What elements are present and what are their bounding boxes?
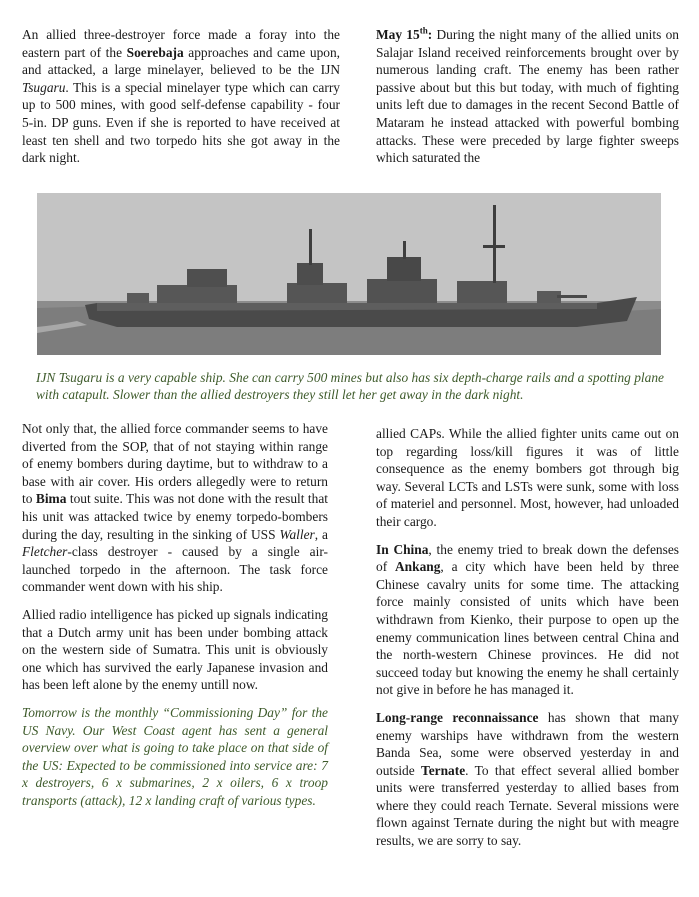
bottom-right-column	[376, 425, 679, 860]
place-ternate: Ternate	[421, 762, 466, 778]
minelayer-paragraph: An allied three-destroyer force made a foray into the eastern part of the Soerebaja approaches and came upon, and attacked, a large minelayer, believed to be the IJN Tsugaru. This is a special minelayer type which can carry up to 500 mines, with good self-defense capability - four 5-in. DP guns. Even if she is reported to have received at least ten shell and two torpedo hits she got away in the dark night.	[22, 27, 340, 166]
bottom-left-column	[22, 420, 328, 819]
china-paragraph: In China, the enemy tried to break down the defenses of Ankang, a city which have been held by three Chinese cavalry units for some time. The attacking force mainly consisted of units which have been withdrawn from Kienko, their purpose to open up the enemy communication lines between central China and the north-western Chinese provinces. He did not succeed today but knowing the enemy he shall certainly not give in before he has managed it.	[376, 541, 679, 698]
reconnaissance-paragraph: Long-range reconnaissance has shown that many enemy warships have withdrawn from the western Banda Sea, some were observed yesterday in and outside Ternate. To that effect several allied bomber units were transferred yesterday to allied bases from where they could reach Ternate. Several missions were flown against Ternate during the night but with meagre results, we are sorry to say.	[376, 709, 679, 849]
radio-intelligence-paragraph: Allied radio intelligence has picked up signals indicating that a Dutch army unit has been under bombing attack on the western side of Sumatra. This unit is obviously one which has survived the early Japanese invasion and has been left alone by the enemy untill now.	[22, 606, 328, 693]
place-soerebaja: Soerebaja	[126, 44, 184, 60]
top-right-column	[376, 26, 679, 177]
caps-paragraph: allied CAPs. While the allied fighter units came out on top regarding loss/kill figures it was of little consequence as the enemy bombers got through big way. Several LCTs and LSTs were sunk, some with loss of materiel and personnel. Most, however, had unloaded their cargo.	[376, 426, 679, 529]
minelayer-ship-image	[37, 193, 661, 355]
heading-in-china: In China	[376, 541, 429, 557]
ship-photo	[37, 193, 661, 355]
photo-caption: IJN Tsugaru is a very capable ship. She can carry 500 mines but also has six depth-charge rails and a spotting plane with catapult. Slower than the allied destroyers they still let her get away in the dark night.	[36, 370, 664, 403]
ship-name-waller: Waller	[279, 526, 315, 542]
date-heading: May 15th:	[376, 25, 433, 42]
top-left-column	[22, 26, 340, 177]
commissioning-day-paragraph: Tomorrow is the monthly “Commissioning Day” for the US Navy. Our West Coast agent has sent a general overview over what is going to take place on that side of the US: Expected to be commissioned into service are: 7 x destroyers, 6 x submarines, 2 x oilers, 6 x troop transports (attack), 12 x landing craft of various types.	[22, 704, 328, 808]
class-name-fletcher: Fletcher	[22, 544, 68, 560]
ship-name-tsugaru: Tsugaru	[22, 79, 66, 95]
heading-recon: Long-range reconnaissance	[376, 709, 539, 725]
may-15-paragraph: May 15th: During the night many of the allied units on Salajar Island received reinforcements brought over by numerous landing craft. The enemy has been rather passive about but this but today, with much of fighting units left due to damages in the recent Second Battle of Mataram he instead attacked with powerful bombing attacks. These were preceded by large fighter sweeps which saturated the	[376, 25, 679, 166]
place-bima: Bima	[35, 491, 67, 507]
place-ankang: Ankang	[395, 559, 441, 575]
sop-paragraph: Not only that, the allied force commander seems to have diverted from the SOP, that of not staying within range of enemy bombers during daytime, but to withdraw to a base with air cover. His orders allegedly were to return to Bima tout suite. This was not done with the result that his unit was attacked twice by enemy torpedo-bombers during the day, resulting in the sinking of USS Waller, a Fletcher-class destroyer - caused by a single air-launched torpedo in the afternoon. The task force commander went down with his ship.	[22, 421, 328, 595]
